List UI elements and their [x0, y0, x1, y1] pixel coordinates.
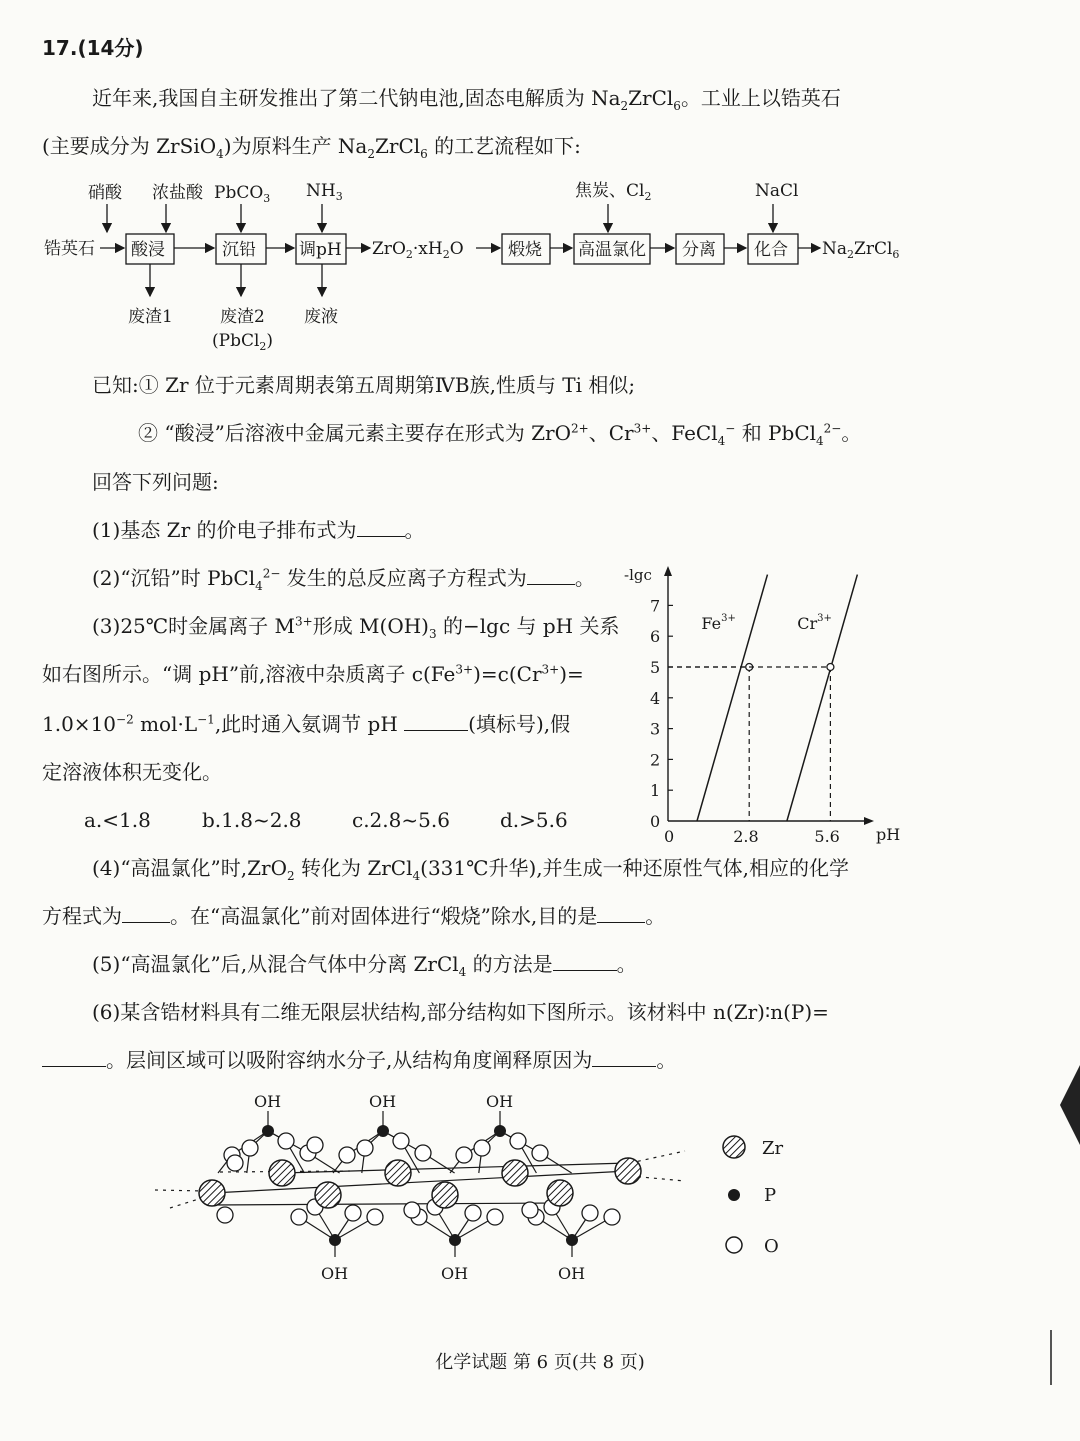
intermediate-zro2: $ZrO_2\cdot xH_2O$	[372, 239, 464, 261]
y-tick-label: 1	[650, 781, 661, 801]
q1-text: (1)基态 Zr 的价电子排布式为	[92, 518, 357, 542]
oxygen-atom	[227, 1155, 243, 1171]
zirconium-atom	[432, 1182, 458, 1208]
oxygen-atom	[393, 1133, 409, 1149]
q5-text: (5)“高温氯化”后,从混合气体中分离 ZrCl	[92, 952, 459, 976]
sup: 3+	[633, 421, 652, 436]
oxygen-atom	[510, 1133, 526, 1149]
oxygen-atom	[604, 1209, 620, 1225]
step-lead-precip: 沉铅	[222, 240, 256, 260]
answer-blank[interactable]	[597, 904, 645, 923]
oxygen-atom	[217, 1207, 233, 1223]
q3-text: )=c(Cr	[473, 662, 542, 686]
oxygen-atom	[357, 1140, 373, 1156]
known-text: 、FeCl	[651, 421, 718, 445]
intro-text: 的工艺流程如下:	[427, 134, 581, 158]
y-tick-label: 4	[650, 688, 661, 708]
q3-option-c: c.2.8~5.6	[352, 808, 450, 832]
dotted-extension	[630, 1151, 685, 1163]
question-3-line-4: 定溶液体积无变化。	[42, 760, 222, 784]
input-pbco3: PbCO$_3$	[214, 183, 271, 205]
oxygen-atom	[487, 1209, 503, 1225]
question-2: (2)“沉铅”时 PbCl$_4^{2-}$ 发生的总反应离子方程式为 。	[92, 566, 595, 593]
known-line-1: 已知:① Zr 位于元素周期表第五周期第ⅣB族,性质与 Ti 相似;	[92, 373, 636, 397]
sub: 4	[816, 434, 824, 448]
sub: 4	[216, 147, 224, 161]
layer-edge	[212, 1203, 560, 1205]
x-tick-label: 2.8	[733, 827, 759, 846]
input-hcl: 浓盐酸	[152, 183, 203, 203]
process-flow-diagram	[0, 170, 1080, 355]
question-4-line-1	[92, 856, 850, 883]
page-edge-line	[1050, 1330, 1052, 1385]
sub: 6	[673, 99, 681, 113]
sub: 2	[287, 869, 295, 883]
sub: 4	[412, 869, 421, 883]
legend-zr-symbol	[723, 1136, 745, 1158]
intro-line-2	[42, 134, 581, 161]
q3-text: 形成 M(OH)	[312, 614, 429, 638]
q3-text: ,此时通入氨调节 pH	[214, 712, 398, 736]
zirconium-atom	[315, 1182, 341, 1208]
y-tick-label: 6	[650, 627, 661, 647]
sub: 4	[717, 434, 726, 448]
phosphorus-atom	[494, 1125, 506, 1137]
zirconium-atom	[615, 1158, 641, 1184]
answer-blank[interactable]	[527, 566, 575, 585]
sub: 3	[428, 627, 437, 641]
known-line-2	[138, 421, 862, 448]
q3-option-b: b.1.8~2.8	[202, 808, 302, 832]
oxygen-atom	[415, 1145, 431, 1161]
oxygen-atom	[522, 1202, 538, 1218]
q4-text: (331℃升华),并生成一种还原性气体,相应的化学	[420, 856, 850, 880]
q4-text: (4)“高温氯化”时,ZrO	[92, 856, 287, 880]
sup: −	[725, 421, 736, 436]
oh-label-top: OH	[254, 1092, 282, 1111]
sup: −1	[197, 712, 215, 727]
sup: 2−	[823, 421, 842, 436]
legend-zr-label: Zr	[762, 1138, 784, 1159]
y-tick-label: 3	[650, 719, 661, 739]
answer-blank[interactable]	[592, 1048, 656, 1067]
q3-text: mol·L	[133, 712, 198, 736]
oxygen-atom	[474, 1140, 490, 1156]
question-3-line-2	[42, 662, 584, 686]
question-points: (14分)	[77, 36, 144, 60]
oh-label-bottom: OH	[321, 1264, 349, 1283]
question-number	[42, 36, 144, 60]
y-tick-label: 0	[650, 812, 661, 831]
known-text: 和 PbCl	[735, 421, 817, 445]
series-line-fe	[697, 575, 767, 821]
known-text: ② “酸浸”后溶液中金属元素主要存在形式为 ZrO	[138, 421, 572, 445]
sub: 6	[420, 147, 428, 161]
q3-text: (填标号),假	[468, 712, 571, 736]
phosphorus-atom	[449, 1234, 461, 1246]
oxygen-atom	[345, 1205, 361, 1221]
question-1: (1)基态 Zr 的价电子排布式为 。	[92, 518, 425, 542]
y-axis-label: -lgc	[624, 566, 652, 584]
step-adjust-ph: 调pH	[299, 240, 342, 260]
q5-text: 。	[616, 952, 637, 976]
phosphorus-atom	[262, 1125, 274, 1137]
waste-1: 废渣1	[128, 307, 173, 327]
legend-p-label: P	[764, 1185, 777, 1206]
sup: −2	[116, 712, 134, 727]
answer-prompt: 回答下列问题:	[92, 470, 219, 494]
question-6-line-2	[42, 1048, 676, 1072]
question-6-line-1: (6)某含锆材料具有二维无限层状结构,部分结构如下图所示。该材料中 n(Zr)∶n(P)=	[92, 1000, 829, 1024]
q6-text: 。层间区域可以吸附容纳水分子,从结构角度阐释原因为	[106, 1048, 593, 1072]
flow-start: 锆英石	[44, 239, 95, 259]
step-acid-leach: 酸浸	[131, 240, 165, 260]
answer-blank[interactable]	[357, 518, 405, 537]
oxygen-atom	[307, 1137, 323, 1153]
input-nacl: NaCl	[755, 181, 799, 201]
oh-label-bottom: OH	[558, 1264, 586, 1283]
legend-p-symbol	[728, 1189, 740, 1201]
waste-2: 废渣2	[220, 307, 265, 327]
q3-text: 的−lgc 与 pH 关系	[436, 614, 620, 638]
legend-o-symbol	[726, 1237, 742, 1253]
known-text: 。	[841, 421, 862, 445]
zirconium-atom	[199, 1180, 225, 1206]
sup: 3+	[541, 662, 560, 677]
oxygen-atom	[582, 1205, 598, 1221]
zirconium-atom	[547, 1180, 573, 1206]
phosphorus-atom	[329, 1234, 341, 1246]
intro-text: 。工业上以锆英石	[680, 86, 841, 110]
zirconium-atom	[502, 1160, 528, 1186]
sup: 2+	[571, 421, 589, 436]
sub: 2	[367, 147, 375, 161]
question-4-line-2	[42, 904, 665, 928]
q4-text: 方程式为	[42, 904, 122, 928]
zirconium-atom	[269, 1160, 295, 1186]
answer-blank[interactable]	[553, 952, 617, 971]
series-line-cr	[787, 575, 857, 821]
sup: 3+	[295, 614, 313, 629]
oxygen-atom	[367, 1209, 383, 1225]
intro-line-1	[92, 86, 841, 113]
known-text: 、Cr	[588, 421, 634, 445]
x-tick-label: 5.6	[814, 827, 840, 846]
q3-text: 如右图所示。“调 pH”前,溶液中杂质离子 c(Fe	[42, 662, 456, 686]
x-axis-arrow	[864, 817, 874, 825]
q5-text: 的方法是	[466, 952, 553, 976]
input-nh3: $NH_3$	[306, 181, 343, 203]
q2-text: (2)“沉铅”时 PbCl	[92, 566, 256, 590]
intro-text: ZrCl	[628, 86, 674, 110]
step-calcine: 煅烧	[508, 240, 542, 260]
question-number-text: 17.	[42, 36, 78, 60]
dotted-extension	[155, 1190, 205, 1191]
x-tick-label: 0	[664, 827, 675, 846]
oxygen-atom	[456, 1147, 472, 1163]
sub: 4	[255, 579, 263, 593]
sup: 2−	[262, 566, 281, 581]
ph-lgc-chart	[620, 560, 920, 850]
sub: 4	[458, 965, 467, 979]
sub: 2	[620, 99, 629, 113]
sup: 3+	[455, 662, 474, 677]
step-combine: 化合	[754, 240, 788, 260]
series-label-cr: $Cr^{3+}$	[797, 612, 832, 633]
page-edge-marker	[1060, 1065, 1080, 1145]
x-axis-label: pH	[876, 825, 901, 844]
series-label-fe: $Fe^{3+}$	[701, 612, 736, 633]
series-label-sup: 3+	[721, 612, 736, 624]
zirconium-layer-structure	[150, 1085, 850, 1290]
oxygen-atom	[532, 1145, 548, 1161]
phosphorus-atom	[377, 1125, 389, 1137]
oh-label-top: OH	[369, 1092, 397, 1111]
y-tick-label: 5	[650, 658, 661, 677]
oh-label-bottom: OH	[441, 1264, 469, 1283]
series-label-sup: 3+	[817, 612, 832, 624]
q3-text: )=	[559, 662, 584, 686]
intro-text: ZrCl	[375, 134, 421, 158]
waste-liquid: 废液	[304, 307, 338, 327]
q4-text: 。在“高温氯化”前对固体进行“煅烧”除水,目的是	[170, 904, 598, 928]
answer-blank[interactable]	[42, 1048, 106, 1067]
phosphorus-atom	[566, 1234, 578, 1246]
q6-text: 。	[656, 1048, 677, 1072]
intro-text: (主要成分为 ZrSiO	[42, 134, 217, 158]
q3-option-a: a.<1.8	[84, 808, 151, 832]
input-nitric-acid: 硝酸	[88, 183, 122, 203]
y-axis-arrow	[664, 566, 672, 576]
oh-label-top: OH	[486, 1092, 514, 1111]
question-5	[92, 952, 637, 979]
intro-text: 近年来,我国自主研发推出了第二代钠电池,固态电解质为 Na	[92, 86, 621, 110]
oxygen-atom	[291, 1209, 307, 1225]
legend-o-label: O	[764, 1236, 779, 1257]
q3-text: 1.0×10	[42, 712, 117, 736]
page-footer: 化学试题 第 6 页(共 8 页)	[435, 1352, 645, 1373]
oxygen-atom	[278, 1133, 294, 1149]
intro-text: )为原料生产 Na	[223, 134, 368, 158]
step-chlorination: 高温氯化	[578, 240, 646, 260]
zirconium-atom	[385, 1160, 411, 1186]
marked-point	[827, 664, 834, 671]
q2-text: 发生的总反应离子方程式为	[280, 566, 527, 590]
input-coke-cl2: 焦炭、$Cl_2$	[575, 181, 652, 203]
oxygen-atom	[242, 1140, 258, 1156]
y-tick-label: 7	[650, 596, 661, 616]
answer-blank[interactable]	[404, 712, 468, 731]
question-3-line-1	[92, 614, 620, 641]
oxygen-atom	[339, 1147, 355, 1163]
oxygen-atom	[465, 1205, 481, 1221]
q4-text: 。	[645, 904, 666, 928]
y-tick-label: 2	[650, 750, 661, 770]
q4-text: 转化为 ZrCl	[294, 856, 413, 880]
q3-option-d: d.>5.6	[500, 808, 568, 832]
oxygen-atom	[404, 1202, 420, 1218]
question-3-line-3	[42, 712, 570, 736]
answer-blank[interactable]	[122, 904, 170, 923]
step-separate: 分离	[682, 240, 716, 260]
q3-text: (3)25℃时金属离子 M	[92, 614, 295, 638]
waste-2-formula: (PbCl$_2$)	[212, 331, 274, 353]
product-na2zrcl6: $Na_2ZrCl_6$	[822, 239, 900, 261]
